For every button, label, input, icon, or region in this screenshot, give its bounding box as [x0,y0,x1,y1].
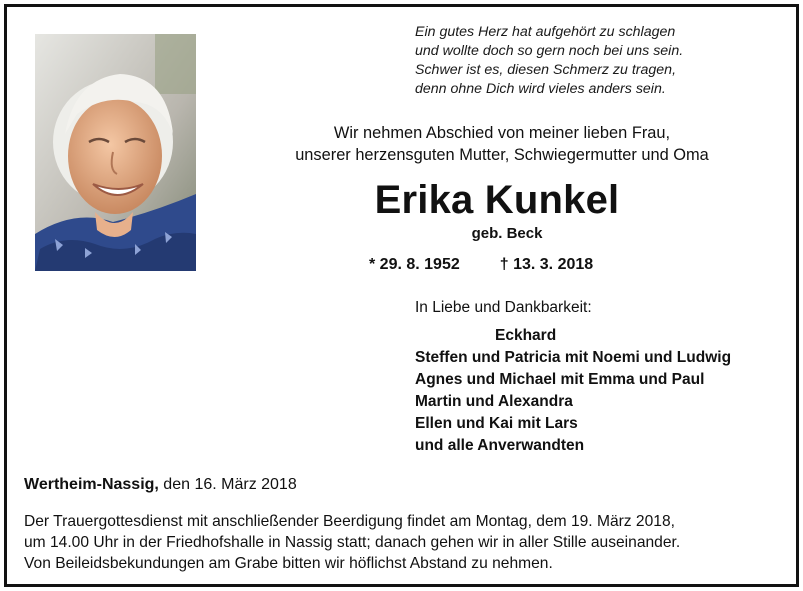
mourner-name: Eckhard [495,327,557,344]
farewell-intro [222,122,782,166]
poem-line: denn ohne Dich wird vieles anders sein. [415,81,666,97]
death-date: † 13. 3. 2018 [499,256,594,273]
deceased-name: Erika Kunkel [374,178,620,222]
obituary-notice [4,4,799,587]
intro-line: Wir nehmen Abschied von meiner lieben Frau, [333,124,671,142]
funeral-notice [24,511,784,574]
notice-line: Von Beileidsbekundungen am Grabe bitten wir höflichst Abstand zu nehmen. [24,555,553,572]
notice-date: den 16. März 2018 [158,476,297,493]
poem-line: Ein gutes Herz hat aufgehört zu schlagen [415,24,676,40]
life-dates [369,254,593,276]
portrait-photo [35,34,196,271]
poem-line: Schwer ist es, diesen Schmerz zu tragen, [415,62,677,78]
mourner-name: Martin und Alexandra [415,393,573,410]
notice-line: Der Trauergottesdienst mit anschließender Beerdigung findet am Montag, dem 19. März 2018, [24,513,675,530]
intro-line: unserer herzensguten Mutter, Schwiegermutter und Oma [295,146,709,164]
mourner-name: und alle Anverwandten [415,437,585,454]
place-and-date [24,474,297,496]
notice-line: um 14.00 Uhr in der Friedhofshalle in Nassig statt; danach gehen wir in aller Stille auseinander. [24,534,681,551]
mourners-list [415,325,731,457]
maiden-name: geb. Beck [471,225,543,242]
mourner-name: Steffen und Patricia mit Noemi und Ludwig [415,349,732,366]
mourner-name: Agnes und Michael mit Emma und Paul [415,371,705,388]
mourner-name: Ellen und Kai mit Lars [415,415,578,432]
poem-line: und wollte doch so gern noch bei uns sein. [415,43,684,59]
location: Wertheim-Nassig, [24,476,159,493]
poem [415,23,785,99]
birth-date: * 29. 8. 1952 [369,256,460,273]
love-line: In Liebe und Dankbarkeit: [415,299,592,316]
